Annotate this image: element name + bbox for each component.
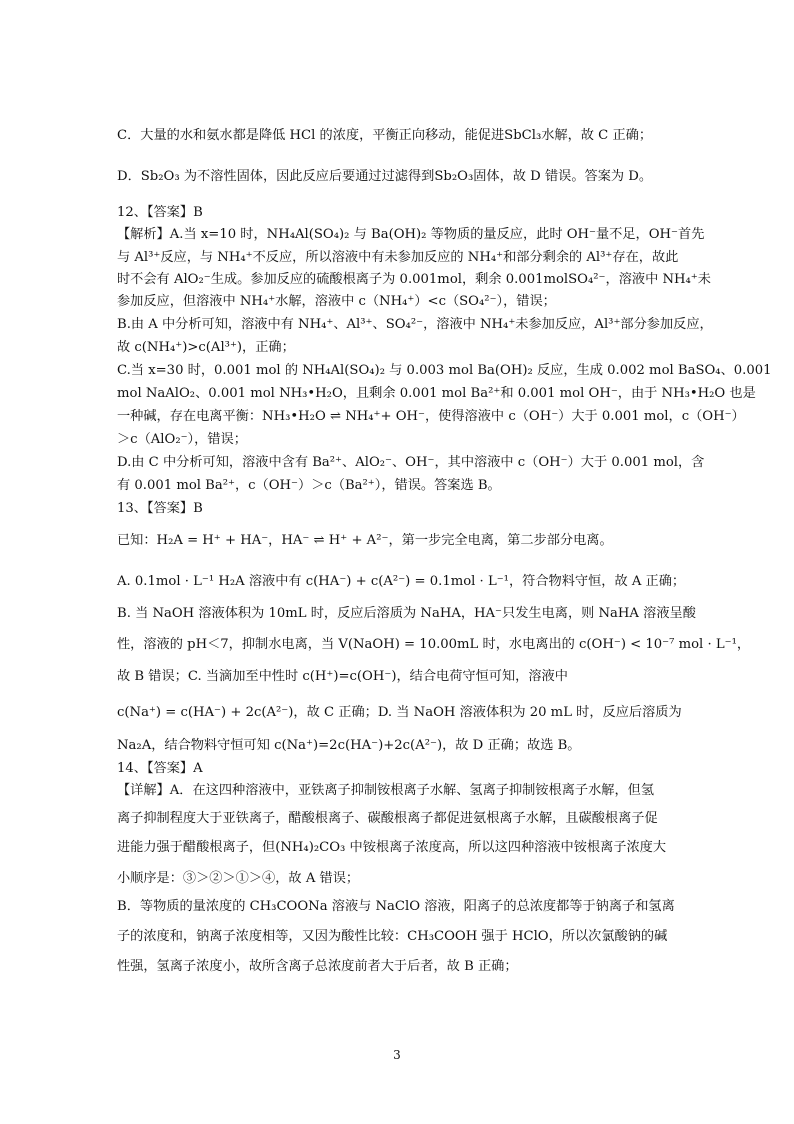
text-line: 进能力强于醋酸根离子，但(NH₄)₂CO₃ 中铵根离子浓度高，所以这四种溶液中铵根离子浓度大 xyxy=(117,840,667,855)
text-line: mol NaAlO₂、0.001 mol NH₃•H₂O，且剩余 0.001 mol Ba²⁺和 0.001 mol OH⁻，由于 NH₃•H₂O 也是 xyxy=(117,386,756,401)
page-number: 3 xyxy=(393,1048,401,1062)
text-line: 与 Al³⁺反应，与 NH₄⁺不反应，所以溶液中有未参加反应的 NH₄⁺和部分剩余的 Al³⁺存在，故此 xyxy=(117,250,679,265)
text-line: 已知：H₂A = H⁺ + HA⁻，HA⁻ ⇌ H⁺ + A²⁻，第一步完全电离，第二步部分电离。 xyxy=(117,533,613,548)
text-line: c(Na⁺) = c(HA⁻) + 2c(A²⁻)，故 C 正确；D. 当 NaOH 溶液体积为 20 mL 时，反应后溶质为 xyxy=(117,705,682,720)
text-line: C．大量的水和氨水都是降低 HCl 的浓度，平衡正向移动，能促进SbCl₃水解，故 C 正确； xyxy=(117,128,653,143)
text-line: C.当 x=30 时，0.001 mol 的 NH₄Al(SO₄)₂ 与 0.003 mol Ba(OH)₂ 反应，生成 0.002 mol BaSO₄、0.001 xyxy=(117,363,772,378)
text-line: D．Sb₂O₃ 为不溶性固体，因此反应后要通过过滤得到Sb₂O₃固体，故 D 错误。答案为 D。 xyxy=(117,169,653,184)
text-line: B．等物质的量浓度的 CH₃COONa 溶液与 NaClO 溶液，阳离子的总浓度都等于钠离子和氢离 xyxy=(117,899,675,914)
text-line: 故 c(NH₄⁺)>c(Al³⁺)，正确； xyxy=(117,340,295,355)
text-line: 小顺序是：③＞②＞①＞④，故 A 错误； xyxy=(117,871,360,886)
text-line: Na₂A，结合物料守恒可知 c(Na⁺)=2c(HA⁻)+2c(A²⁻)，故 D 正确；故选 B。 xyxy=(117,738,581,753)
answer-heading: 12、【答案】B xyxy=(117,205,203,220)
answer-heading: 14、【答案】A xyxy=(117,761,203,776)
text-line: 子的浓度和，钠离子浓度相等，又因为酸性比较：CH₃COOH 强于 HClO，所以次氯酸钠的碱 xyxy=(117,929,668,944)
text-line: 有 0.001 mol Ba²⁺，c（OH⁻）＞c（Ba²⁺），错误。答案选 B。 xyxy=(117,478,501,493)
answer-heading: 13、【答案】B xyxy=(117,501,203,516)
text-line: B. 当 NaOH 溶液体积为 10mL 时，反应后溶质为 NaHA，HA⁻只发生电离，则 NaHA 溶液呈酸 xyxy=(117,606,696,621)
text-line: 离子抑制程度大于亚铁离子，醋酸根离子、碳酸根离子都促进氨根离子水解，且碳酸根离子促 xyxy=(117,811,658,826)
text-line: B.由 A 中分析可知，溶液中有 NH₄⁺、Al³⁺、SO₄²⁻，溶液中 NH₄⁺未参加反应，Al³⁺部分参加反应， xyxy=(117,317,713,332)
text-line: 时不会有 AlO₂⁻生成。参加反应的硫酸根离子为 0.001mol，剩余 0.001molSO₄²⁻，溶液中 NH₄⁺未 xyxy=(117,272,711,287)
text-line: 【详解】A．在这四种溶液中，亚铁离子抑制铵根离子水解、氢离子抑制铵根离子水解，但氢 xyxy=(117,783,655,798)
text-line: A. 0.1mol · L⁻¹ H₂A 溶液中有 c(HA⁻) + c(A²⁻) = 0.1mol · L⁻¹，符合物料守恒，故 A 正确； xyxy=(117,574,686,589)
text-line: 故 B 错误；C. 当滴加至中性时 c(H⁺)=c(OH⁻)，结合电荷守恒可知，溶液中 xyxy=(117,669,568,684)
text-line: 【解析】A.当 x=10 时，NH₄Al(SO₄)₂ 与 Ba(OH)₂ 等物质的量反应，此时 OH⁻量不足，OH⁻首先 xyxy=(117,227,705,242)
text-line: 一种碱，存在电离平衡：NH₃•H₂O ⇌ NH₄⁺+ OH⁻，使得溶液中 c（OH⁻）大于 0.001 mol，c（OH⁻） xyxy=(117,409,745,424)
text-line: 性，溶液的 pH＜7，抑制水电离，当 V(NaOH) = 10.00mL 时，水电离出的 c(OH⁻) < 10⁻⁷ mol · L⁻¹， xyxy=(117,637,751,652)
text-line: ＞c（AlO₂⁻），错误； xyxy=(117,432,247,447)
text-line: 参加反应，但溶液中 NH₄⁺水解，溶液中 c（NH₄⁺）<c（SO₄²⁻），错误； xyxy=(117,294,556,309)
text-line: 性强，氢离子浓度小，故所含离子总浓度前者大于后者，故 B 正确； xyxy=(117,959,518,974)
text-line: D.由 C 中分析可知，溶液中含有 Ba²⁺、AlO₂⁻、OH⁻，其中溶液中 c（OH⁻）大于 0.001 mol，含 xyxy=(117,455,705,470)
